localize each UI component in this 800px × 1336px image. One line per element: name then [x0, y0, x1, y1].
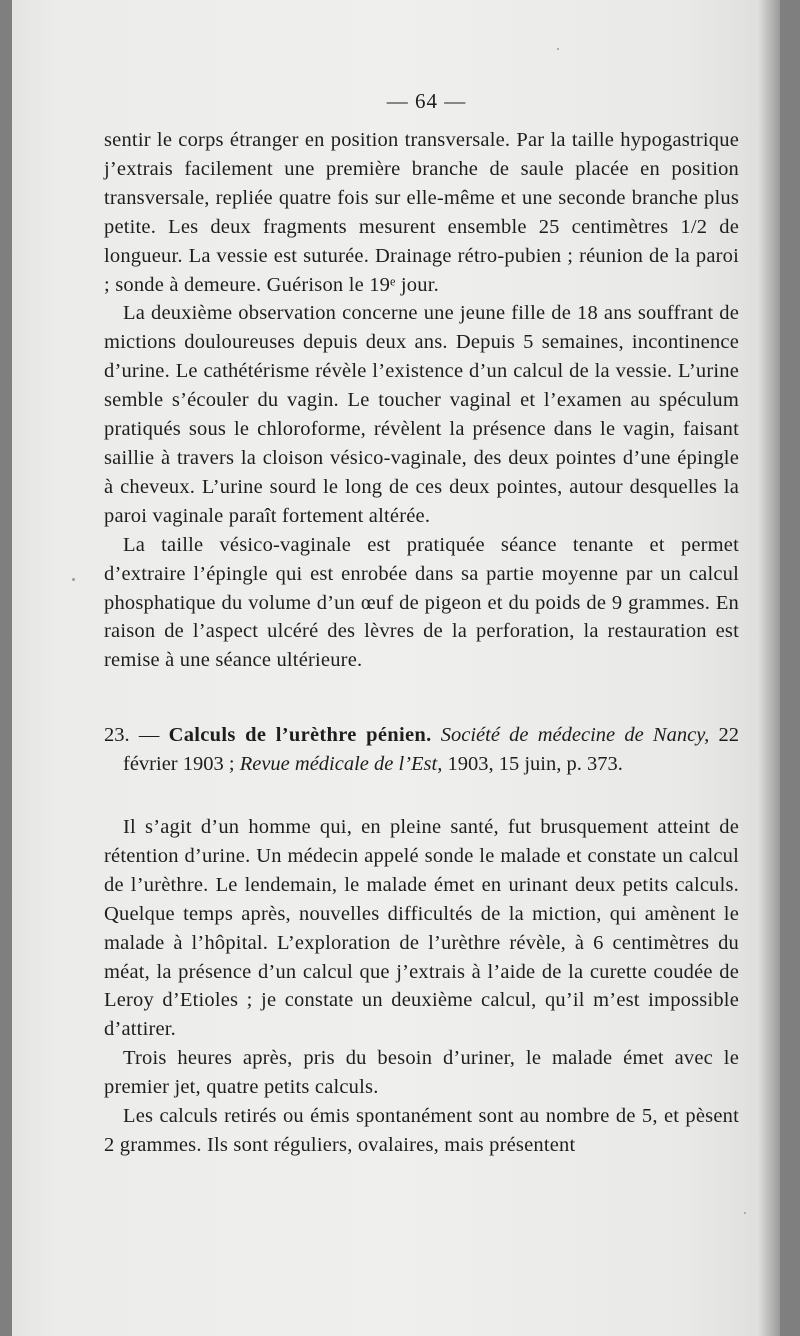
paragraph-calculs: Les calculs retirés ou émis spontanément sont au nombre de 5, et pèsent 2 grammes. Ils sont réguliers, ovalaires, mais présentent [104, 1105, 739, 1156]
paragraph-vesico-vaginal: La taille vésico-vaginale est pratiquée séance tenante et permet d’extraire l’épingle qui est enrobée dans sa partie moyenne par un calcul phosphatique du volume d’un œuf de pigeon et du poids de 9 grammes. En raison de l’aspect ulcéré des lèvres de la perforation, la restauration est remise à une séance ultérieure. [104, 533, 739, 672]
paper-speck [744, 1212, 746, 1214]
entry-citation: 1903, 15 juin, p. 373. [442, 753, 623, 776]
book-page [12, 0, 780, 1336]
paragraph-three-hours: Trois heures après, pris du besoin d’uriner, le malade émet avec le premier jet, quatre petits calculs. [104, 1047, 739, 1099]
page-text [104, 84, 739, 1160]
case-description [104, 813, 739, 1160]
entry-date: 22 février 1903 ; [123, 724, 740, 776]
bibliography-entry [104, 721, 739, 779]
entry-title: Calculs de l’urèthre pénien. [168, 724, 432, 747]
paragraph-second-observation: La deuxième observation concerne une jeune fille de 18 ans souffrant de mictions douloureuses depuis deux ans. Depuis 5 semaines, incontinence d’urine. Le cathétérisme révèle l’existence d’un calcul de la vessie. L’urine semble s’écouler du vagin. Le toucher vaginal et l’examen au spéculum pratiqués sous le chloroforme, révèlent la présence dans le vagin, faisant saillie à travers la cloison vésico-vaginale, des deux pointes d’une épingle à cheveux. L’urine sourd le long de ces deux pointes, autour desquelles la paroi vaginale paraît fortement altérée. [104, 302, 739, 527]
paragraph-retention: Il s’agit d’un homme qui, en pleine santé, fut brusquement atteint de rétention d’urine. Un médecin appelé sonde le malade et constate un calcul de l’urèthre. Le lendemain, le malade émet en urinant deux petits calculs. Quelque temps après, nouvelles difficultés de la miction, qui amènent le malade à l’hôpital. L’exploration de l’urèthre révèle, à 6 centimètres du méat, la présence d’un calcul que j’extrais à l’aide de la curette coudée de Leroy d’Etioles ; je constate un deuxième calcul, qu’il m’est impossible d’attirer. [104, 816, 739, 1041]
paragraph-continuation: sentir le corps étranger en position transversale. Par la taille hypogastrique j’extrais facilement une première branche de saule placée en position transversale, repliée quatre fois sur elle-même et une seconde branche plus petite. Les deux fragments mesurent ensemble 25 centimètres 1/2 de longueur. La vessie est suturée. Drainage rétro-pubien ; réunion de la paroi ; sonde à demeure. Guérison le 19ᵉ jour. [104, 129, 739, 296]
paper-speck [557, 48, 559, 50]
paper-speck [72, 578, 75, 581]
entry-journal: Revue médicale de l’Est, [239, 753, 443, 776]
entry-number: 23. — [104, 724, 160, 747]
entry-society: Société de médecine de Nancy, [440, 724, 710, 747]
page-number: — 64 — [386, 89, 467, 113]
page-edge-shadow [758, 0, 780, 1336]
